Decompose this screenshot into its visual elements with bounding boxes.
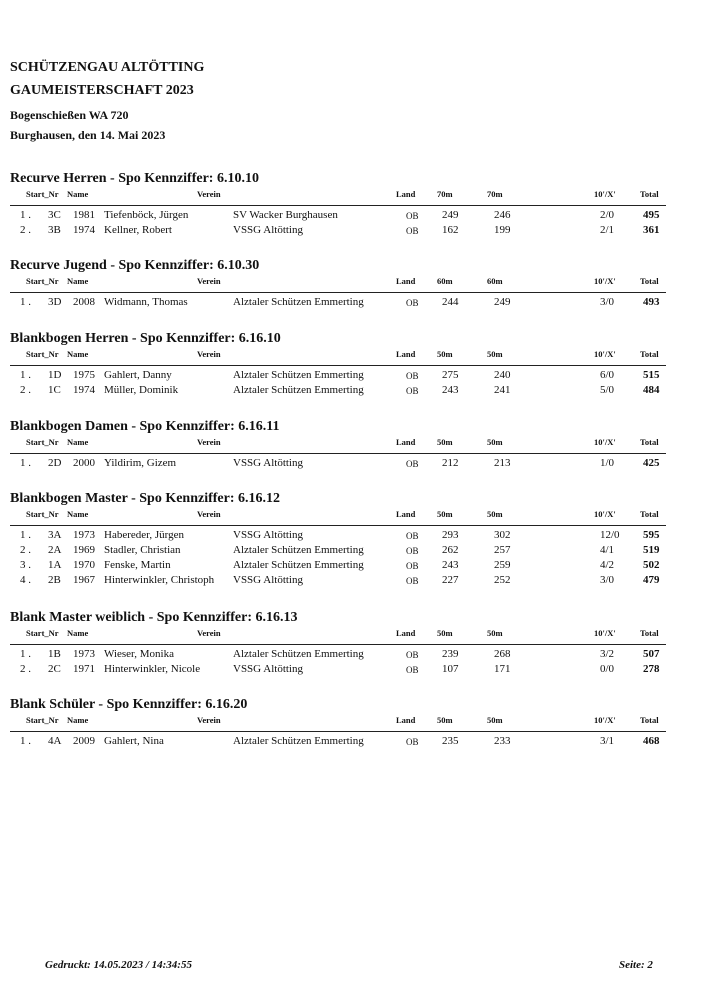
column-header-row <box>10 349 666 363</box>
section-title: Blankbogen Damen - Spo Kennziffer: 6.16.11 <box>10 419 280 434</box>
athlete-name: Fenske, Martin <box>104 559 171 571</box>
round2-score: 240 <box>494 369 511 381</box>
athlete-name: Stadler, Christian <box>104 544 181 556</box>
column-header-d1: 50m <box>437 628 453 638</box>
club-name: VSSG Altötting <box>233 529 303 541</box>
birth-year: 1967 <box>73 574 95 586</box>
page-number: Seite: 2 <box>619 959 653 971</box>
total-score: 425 <box>643 457 660 469</box>
table-row <box>10 295 666 310</box>
total-score: 468 <box>643 735 660 747</box>
header-rule <box>10 365 666 366</box>
results-section <box>10 418 666 471</box>
birth-year: 1969 <box>73 544 95 556</box>
column-header-total: Total <box>640 509 659 519</box>
results-table <box>10 647 666 677</box>
column-header-start-nr: Start_Nr <box>26 628 59 638</box>
tens-x-count: 3/0 <box>600 296 615 308</box>
tens-x-count: 12/0 <box>600 529 620 541</box>
tens-x-count: 2/1 <box>600 224 615 236</box>
header-rule <box>10 292 666 293</box>
total-score: 515 <box>643 369 660 381</box>
round2-score: 233 <box>494 735 511 747</box>
table-row <box>10 558 666 573</box>
results-section <box>10 490 666 588</box>
column-header-total: Total <box>640 189 659 199</box>
column-header-name: Name <box>67 715 89 725</box>
round1-score: 107 <box>442 663 459 675</box>
tens-x-count: 4/1 <box>600 544 615 556</box>
club-name: Alztaler Schützen Emmerting <box>233 544 364 556</box>
round1-score: 293 <box>442 529 459 541</box>
results-table <box>10 208 666 238</box>
column-header-d2: 50m <box>487 715 503 725</box>
start-number: 1C <box>48 384 61 396</box>
region: OB <box>406 737 419 747</box>
column-header-name: Name <box>67 349 89 359</box>
region: OB <box>406 561 419 571</box>
column-header-d2: 50m <box>487 628 503 638</box>
results-table <box>10 528 666 588</box>
column-header-start-nr: Start_Nr <box>26 189 59 199</box>
round2-score: 171 <box>494 663 511 675</box>
region: OB <box>406 576 419 586</box>
start-number: 3A <box>48 529 62 541</box>
table-row <box>10 383 666 398</box>
region: OB <box>406 386 419 396</box>
total-score: 278 <box>643 663 660 675</box>
header-rule <box>10 205 666 206</box>
round1-score: 249 <box>442 209 459 221</box>
place: 1 . <box>20 209 31 221</box>
club-name: Alztaler Schützen Emmerting <box>233 735 364 747</box>
start-number: 2A <box>48 544 62 556</box>
round2-score: 199 <box>494 224 511 236</box>
place: 2 . <box>20 384 31 396</box>
birth-year: 1981 <box>73 209 95 221</box>
results-table <box>10 295 666 310</box>
start-number: 1A <box>48 559 62 571</box>
table-row <box>10 734 666 749</box>
results-section <box>10 696 666 749</box>
athlete-name: Gahlert, Danny <box>104 369 172 381</box>
column-header-start-nr: Start_Nr <box>26 509 59 519</box>
column-header-name: Name <box>67 628 89 638</box>
results-table <box>10 734 666 749</box>
column-header-verein: Verein <box>197 276 221 286</box>
region: OB <box>406 546 419 556</box>
column-header-total: Total <box>640 349 659 359</box>
start-number: 3C <box>48 209 61 221</box>
results-section <box>10 257 666 310</box>
club-name: Alztaler Schützen Emmerting <box>233 384 364 396</box>
section-title: Recurve Herren - Spo Kennziffer: 6.10.10 <box>10 171 259 186</box>
round1-score: 262 <box>442 544 459 556</box>
birth-year: 2008 <box>73 296 95 308</box>
column-header-x: 10'/X' <box>594 509 616 519</box>
column-header-total: Total <box>640 628 659 638</box>
column-header-name: Name <box>67 437 89 447</box>
table-row <box>10 662 666 677</box>
round2-score: 249 <box>494 296 511 308</box>
athlete-name: Tiefenböck, Jürgen <box>104 209 189 221</box>
column-header-x: 10'/X' <box>594 189 616 199</box>
column-header-d2: 50m <box>487 349 503 359</box>
column-header-name: Name <box>67 276 89 286</box>
tens-x-count: 6/0 <box>600 369 615 381</box>
total-score: 595 <box>643 529 660 541</box>
birth-year: 2000 <box>73 457 95 469</box>
birth-year: 1973 <box>73 529 95 541</box>
club-name: Alztaler Schützen Emmerting <box>233 648 364 660</box>
column-header-d1: 50m <box>437 349 453 359</box>
region: OB <box>406 650 419 660</box>
athlete-name: Wieser, Monika <box>104 648 174 660</box>
athlete-name: Habereder, Jürgen <box>104 529 184 541</box>
section-title: Blankbogen Master - Spo Kennziffer: 6.16.12 <box>10 491 281 506</box>
round1-score: 244 <box>442 296 459 308</box>
total-score: 484 <box>643 384 660 396</box>
total-score: 493 <box>643 296 660 308</box>
round2-score: 259 <box>494 559 511 571</box>
start-number: 3D <box>48 296 62 308</box>
event-title: GAUMEISTERSCHAFT 2023 <box>10 83 194 98</box>
column-header-land: Land <box>396 628 416 638</box>
round2-score: 257 <box>494 544 511 556</box>
birth-year: 1974 <box>73 224 95 236</box>
birth-year: 1973 <box>73 648 95 660</box>
start-number: 2D <box>48 457 62 469</box>
column-header-total: Total <box>640 715 659 725</box>
table-row <box>10 647 666 662</box>
results-table <box>10 368 666 398</box>
column-header-land: Land <box>396 437 416 447</box>
section-title: Blank Master weiblich - Spo Kennziffer: 6.16.13 <box>10 610 298 625</box>
club-name: VSSG Altötting <box>233 457 303 469</box>
round1-score: 275 <box>442 369 459 381</box>
org-title: SCHÜTZENGAU ALTÖTTING <box>10 60 205 75</box>
results-section <box>10 170 666 238</box>
total-score: 495 <box>643 209 660 221</box>
round2-score: 302 <box>494 529 511 541</box>
column-header-verein: Verein <box>197 628 221 638</box>
round2-score: 246 <box>494 209 511 221</box>
table-row <box>10 223 666 238</box>
header-rule <box>10 731 666 732</box>
tens-x-count: 3/1 <box>600 735 615 747</box>
column-header-verein: Verein <box>197 715 221 725</box>
column-header-verein: Verein <box>197 189 221 199</box>
column-header-x: 10'/X' <box>594 715 616 725</box>
column-header-verein: Verein <box>197 437 221 447</box>
column-header-land: Land <box>396 276 416 286</box>
print-timestamp: Gedruckt: 14.05.2023 / 14:34:55 <box>45 959 192 971</box>
total-score: 519 <box>643 544 660 556</box>
section-title: Blank Schüler - Spo Kennziffer: 6.16.20 <box>10 697 248 712</box>
location-date: Burghausen, den 14. Mai 2023 <box>10 128 166 142</box>
column-header-name: Name <box>67 189 89 199</box>
section-title: Blankbogen Herren - Spo Kennziffer: 6.16.10 <box>10 331 281 346</box>
start-number: 1D <box>48 369 62 381</box>
birth-year: 1970 <box>73 559 95 571</box>
place: 1 . <box>20 457 31 469</box>
region: OB <box>406 459 419 469</box>
header-rule <box>10 525 666 526</box>
total-score: 507 <box>643 648 660 660</box>
column-header-row <box>10 509 666 523</box>
column-header-land: Land <box>396 349 416 359</box>
column-header-start-nr: Start_Nr <box>26 349 59 359</box>
tens-x-count: 5/0 <box>600 384 615 396</box>
round2-score: 213 <box>494 457 511 469</box>
total-score: 479 <box>643 574 660 586</box>
table-row <box>10 368 666 383</box>
column-header-total: Total <box>640 437 659 447</box>
athlete-name: Hinterwinkler, Christoph <box>104 574 215 586</box>
discipline-title: Bogenschießen WA 720 <box>10 108 129 122</box>
place: 1 . <box>20 369 31 381</box>
table-row <box>10 573 666 588</box>
club-name: SV Wacker Burghausen <box>233 209 338 221</box>
column-header-d1: 60m <box>437 276 453 286</box>
table-row <box>10 456 666 471</box>
birth-year: 1971 <box>73 663 95 675</box>
column-header-d1: 50m <box>437 715 453 725</box>
tens-x-count: 2/0 <box>600 209 615 221</box>
place: 1 . <box>20 529 31 541</box>
place: 2 . <box>20 224 31 236</box>
column-header-d2: 60m <box>487 276 503 286</box>
header-rule <box>10 644 666 645</box>
start-number: 1B <box>48 648 61 660</box>
region: OB <box>406 665 419 675</box>
round1-score: 243 <box>442 384 459 396</box>
column-header-land: Land <box>396 189 416 199</box>
table-row <box>10 208 666 223</box>
start-number: 2C <box>48 663 61 675</box>
column-header-verein: Verein <box>197 509 221 519</box>
column-header-d1: 50m <box>437 437 453 447</box>
column-header-verein: Verein <box>197 349 221 359</box>
header-rule <box>10 453 666 454</box>
start-number: 3B <box>48 224 61 236</box>
place: 4 . <box>20 574 31 586</box>
column-header-land: Land <box>396 509 416 519</box>
table-row <box>10 543 666 558</box>
column-header-row <box>10 276 666 290</box>
tens-x-count: 1/0 <box>600 457 615 469</box>
round1-score: 239 <box>442 648 459 660</box>
total-score: 502 <box>643 559 660 571</box>
athlete-name: Müller, Dominik <box>104 384 179 396</box>
athlete-name: Yildirim, Gizem <box>104 457 177 469</box>
round2-score: 252 <box>494 574 511 586</box>
section-title: Recurve Jugend - Spo Kennziffer: 6.10.30 <box>10 258 260 273</box>
column-header-start-nr: Start_Nr <box>26 276 59 286</box>
column-header-d1: 50m <box>437 509 453 519</box>
club-name: Alztaler Schützen Emmerting <box>233 559 364 571</box>
results-table <box>10 456 666 471</box>
column-header-x: 10'/X' <box>594 276 616 286</box>
results-section <box>10 609 666 677</box>
column-header-d2: 70m <box>487 189 503 199</box>
results-section <box>10 330 666 398</box>
round2-score: 241 <box>494 384 511 396</box>
club-name: VSSG Altötting <box>233 663 303 675</box>
athlete-name: Gahlert, Nina <box>104 735 164 747</box>
region: OB <box>406 371 419 381</box>
athlete-name: Widmann, Thomas <box>104 296 188 308</box>
region: OB <box>406 531 419 541</box>
tens-x-count: 0/0 <box>600 663 615 675</box>
birth-year: 1975 <box>73 369 95 381</box>
round1-score: 243 <box>442 559 459 571</box>
tens-x-count: 3/0 <box>600 574 615 586</box>
column-header-name: Name <box>67 509 89 519</box>
region: OB <box>406 211 419 221</box>
column-header-row <box>10 715 666 729</box>
column-header-land: Land <box>396 715 416 725</box>
club-name: Alztaler Schützen Emmerting <box>233 296 364 308</box>
start-number: 2B <box>48 574 61 586</box>
round1-score: 235 <box>442 735 459 747</box>
column-header-d2: 50m <box>487 437 503 447</box>
column-header-total: Total <box>640 276 659 286</box>
round1-score: 227 <box>442 574 459 586</box>
athlete-name: Hinterwinkler, Nicole <box>104 663 201 675</box>
column-header-x: 10'/X' <box>594 349 616 359</box>
start-number: 4A <box>48 735 62 747</box>
place: 3 . <box>20 559 31 571</box>
club-name: VSSG Altötting <box>233 574 303 586</box>
column-header-d1: 70m <box>437 189 453 199</box>
column-header-row <box>10 437 666 451</box>
athlete-name: Kellner, Robert <box>104 224 172 236</box>
column-header-d2: 50m <box>487 509 503 519</box>
total-score: 361 <box>643 224 660 236</box>
place: 2 . <box>20 663 31 675</box>
region: OB <box>406 298 419 308</box>
column-header-row <box>10 189 666 203</box>
column-header-start-nr: Start_Nr <box>26 715 59 725</box>
round1-score: 212 <box>442 457 459 469</box>
club-name: VSSG Altötting <box>233 224 303 236</box>
column-header-row <box>10 628 666 642</box>
tens-x-count: 3/2 <box>600 648 615 660</box>
place: 2 . <box>20 544 31 556</box>
place: 1 . <box>20 296 31 308</box>
region: OB <box>406 226 419 236</box>
club-name: Alztaler Schützen Emmerting <box>233 369 364 381</box>
round2-score: 268 <box>494 648 511 660</box>
birth-year: 1974 <box>73 384 95 396</box>
birth-year: 2009 <box>73 735 95 747</box>
column-header-x: 10'/X' <box>594 437 616 447</box>
tens-x-count: 4/2 <box>600 559 615 571</box>
table-row <box>10 528 666 543</box>
column-header-start-nr: Start_Nr <box>26 437 59 447</box>
place: 1 . <box>20 735 31 747</box>
column-header-x: 10'/X' <box>594 628 616 638</box>
place: 1 . <box>20 648 31 660</box>
round1-score: 162 <box>442 224 459 236</box>
